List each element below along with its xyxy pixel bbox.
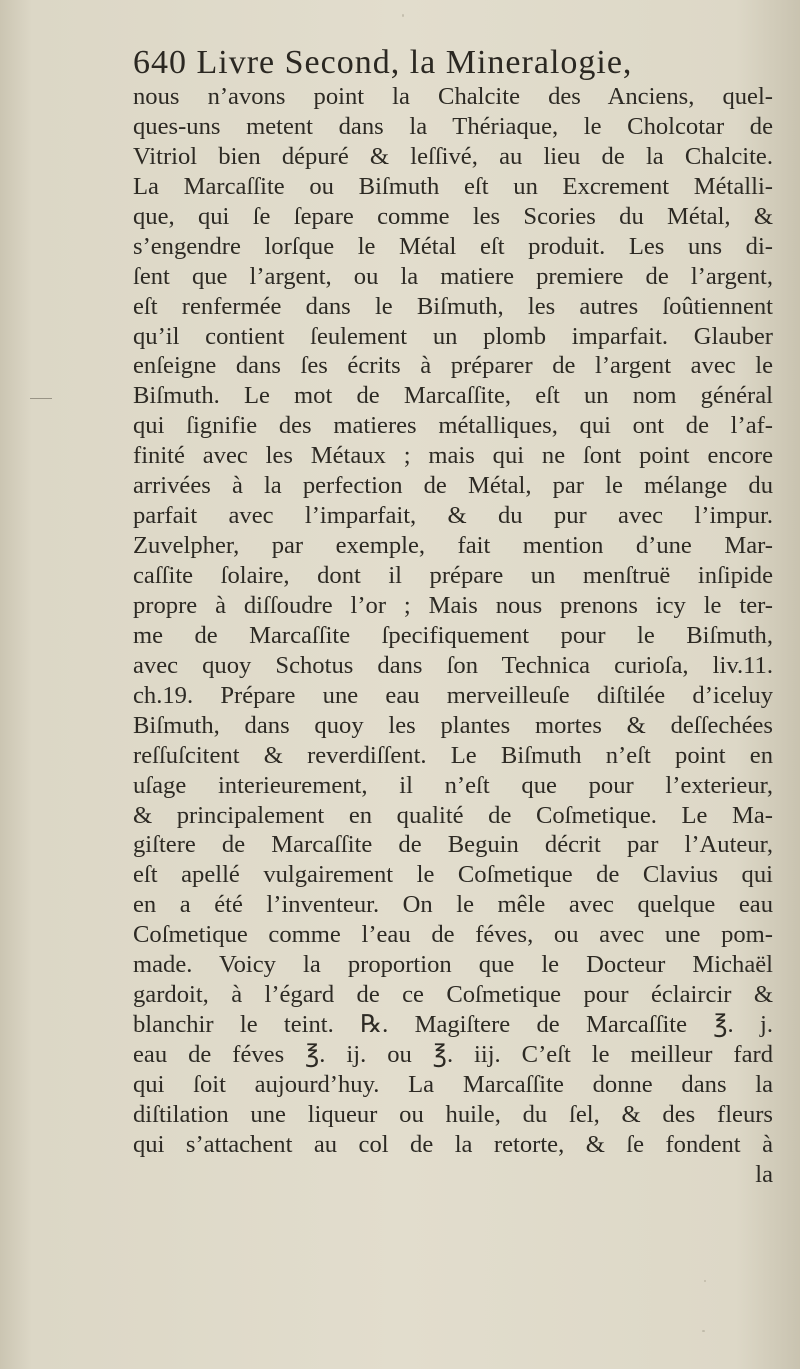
text-line: Biſmuth. Le mot de Marcaſſite, eſt un nom général [133, 382, 773, 410]
running-header: 640 Livre Second, la Mineralogie, [133, 44, 633, 81]
text-line: qu’il contient ſeulement un plomb imparfait. Glauber [133, 322, 773, 350]
text-line: parfait avec l’imparfait, & du pur avec l’impur. [133, 502, 773, 530]
text-line: La Marcaſſite ou Biſmuth eſt un Excrement Métalli- [133, 172, 773, 200]
text-line: ſent que l’argent, ou la matiere premiere de l’argent, [133, 262, 773, 290]
text-line: avec quoy Schotus dans ſon Technica curioſa, liv.11. [133, 651, 773, 679]
text-line: ques-uns metent dans la Thériaque, le Cholcotar de [133, 112, 773, 140]
text-line: diſtilation une liqueur ou huile, du ſel, & des fleurs [133, 1100, 773, 1128]
text-line: Biſmuth, dans quoy les plantes mortes & deſſechées [133, 711, 773, 739]
text-line: qui s’attachent au col de la retorte, & ſe fondent à [133, 1130, 773, 1158]
text-line: qui ſignifie des matieres métalliques, qui ont de l’af- [133, 412, 773, 440]
text-line: nous n’avons point la Chalcite des Anciens, quel- [133, 83, 773, 110]
text-line: enſeigne dans ſes écrits à préparer de l’argent avec le [133, 352, 773, 380]
text-line: reſſuſcitent & reverdiſſent. Le Biſmuth n’eſt point en [133, 741, 773, 769]
text-line: made. Voicy la proportion que le Docteur Michaël [133, 951, 773, 979]
text-line: eau de féves ℥. ij. ou ℥. iij. C’eſt le meilleur fard [133, 1041, 773, 1068]
text-line: ch.19. Prépare une eau merveilleuſe diſtilée d’iceluy [133, 681, 773, 709]
text-line: que, qui ſe ſepare comme les Scories du Métal, & [133, 202, 773, 230]
page-text [133, 82, 773, 1190]
text-line: Vitriol bien dépuré & leſſivé, au lieu de la Chalcite. [133, 142, 773, 170]
text-line: Coſmetique comme l’eau de féves, ou avec une pom- [133, 921, 773, 949]
paper-speck [704, 1280, 706, 1282]
text-line: caſſite ſolaire, dont il prépare un menſtruë inſipide [133, 562, 773, 589]
text-line: eſt renfermée dans le Biſmuth, les autres ſoûtiennent [133, 292, 773, 320]
text-line: giſtere de Marcaſſite de Beguin décrit par l’Auteur, [133, 831, 773, 859]
text-line: la [755, 1160, 773, 1188]
text-line: propre à diſſoudre l’or ; Mais nous prenons icy le ter- [133, 591, 773, 619]
margin-mark [30, 398, 52, 399]
text-line: qui ſoit aujourd’huy. La Marcaſſite donne dans la [133, 1070, 773, 1098]
text-line: finité avec les Métaux ; mais qui ne ſont point encore [133, 442, 773, 470]
paper-speck [702, 1330, 705, 1332]
text-line: en a été l’inventeur. On le mêle avec quelque eau [133, 891, 773, 919]
text-line: eſt apellé vulgairement le Coſmetique de Clavius qui [133, 861, 773, 889]
text-line: blanchir le teint. ℞. Magiſtere de Marcaſſite ℥. j. [133, 1011, 773, 1039]
paper-speck [402, 14, 404, 17]
text-line: Zuvelpher, par exemple, fait mention d’une Mar- [133, 532, 773, 560]
text-line: uſage interieurement, il n’eſt que pour l’exterieur, [133, 771, 773, 799]
text-line: s’engendre lorſque le Métal eſt produit. Les uns di- [133, 232, 773, 260]
text-line: & principalement en qualité de Coſmetique. Le Ma- [133, 801, 773, 829]
text-line: gardoit, à l’égard de ce Coſmetique pour éclaircir & [133, 981, 773, 1009]
text-line: me de Marcaſſite ſpecifiquement pour le Biſmuth, [133, 621, 773, 649]
text-line: arrivées à la perfection de Métal, par le mélange du [133, 472, 773, 500]
